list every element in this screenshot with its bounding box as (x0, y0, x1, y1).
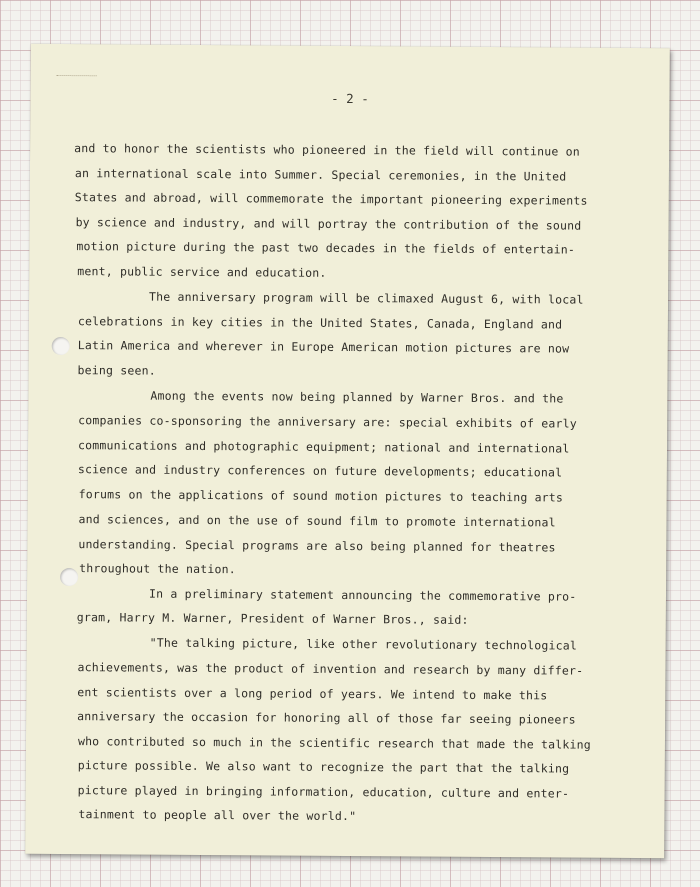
text-line: Among the events now being planned by Warner Bros. and the (150, 388, 564, 406)
text-line: throughout the nation. (79, 561, 236, 577)
text-line: In a preliminary statement announcing the commemorative pro- (148, 586, 577, 604)
text-line: communications and photographic equipment; national and international (77, 438, 570, 456)
text-line: States and abroad, will commemorate the important pioneering experiments (74, 190, 588, 208)
typed-page (25, 44, 670, 858)
punch-hole-upper (52, 337, 70, 355)
punch-hole-lower (60, 568, 78, 586)
body-text (74, 44, 635, 824)
text-line: science and industry conferences on future developments; educational (77, 462, 563, 480)
text-line: anniversary the occasion for honoring all of those far seeing pioneers (77, 709, 576, 727)
text-line: companies co-sponsoring the anniversary are: special exhibits of early (78, 413, 577, 431)
text-line: forums on the applications of sound motion pictures to teaching arts (78, 487, 564, 505)
text-line: ment, public service and education. (77, 264, 327, 280)
text-line: The anniversary program will be climaxed August 6, with local (149, 289, 584, 307)
text-line: by science and industry, and will portray the contribution of the sound (75, 215, 582, 233)
text-line: Latin America and wherever in Europe American motion pictures are now (77, 338, 570, 356)
text-line: tainment to people all over the world." (78, 807, 357, 824)
page-number: - 2 - (331, 90, 369, 107)
text-line: ent scientists over a long period of years. We intend to make this (77, 685, 548, 703)
text-line: motion picture during the past two decades in the fields of entertain- (76, 239, 576, 257)
text-line: an international scale into Summer. Special ceremonies, in the United (74, 166, 567, 184)
text-line: picture played in bringing information, education, culture and enter- (77, 783, 570, 801)
text-line: who contributed so much in the scientific research that made the talking (77, 734, 591, 752)
text-line: achievements, was the product of invention and research by many differ- (77, 660, 584, 678)
text-line: and to honor the scientists who pioneered in the field will continue on (74, 141, 580, 159)
pencil-mark (57, 75, 97, 78)
text-line: being seen. (77, 363, 156, 378)
text-line: "The talking picture, like other revolutionary technological (149, 635, 578, 653)
text-line: picture possible. We also want to recognize the part that the talking (77, 758, 570, 776)
text-line: celebrations in key cities in the United States, Canada, England and (77, 314, 563, 332)
text-line: understanding. Special programs are also being planned for theatres (78, 537, 556, 555)
text-line: and sciences, and on the use of sound film to promote international (78, 512, 556, 530)
text-line: gram, Harry M. Warner, President of Warner Bros., said: (76, 610, 469, 627)
